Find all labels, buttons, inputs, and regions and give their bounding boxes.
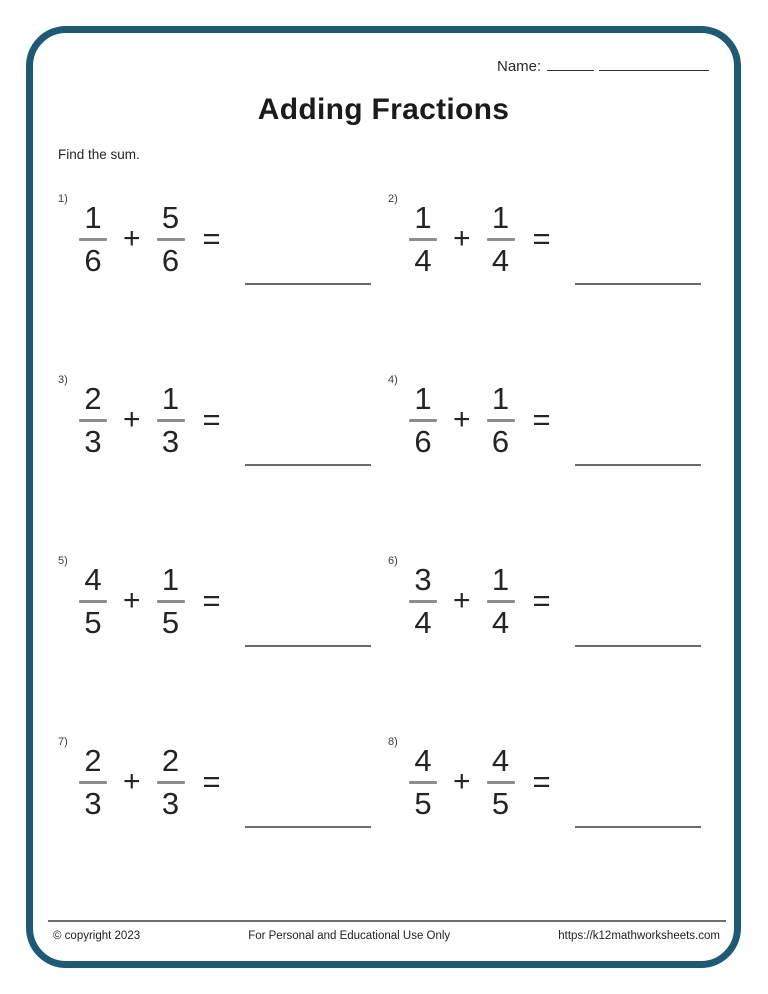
fraction-bar [487, 238, 515, 241]
denominator: 3 [84, 423, 102, 459]
fraction-second [484, 383, 518, 457]
denominator: 5 [491, 785, 510, 821]
name-blank-short[interactable] [547, 57, 594, 71]
problem-3 [56, 374, 386, 555]
answer-blank[interactable] [575, 645, 701, 647]
fraction-bar [157, 419, 185, 422]
name-row [497, 57, 709, 75]
numerator: 1 [161, 381, 180, 416]
answer-blank[interactable] [245, 645, 371, 647]
fraction-second [154, 564, 188, 638]
plus-sign: + [453, 584, 471, 618]
denominator: 3 [161, 423, 180, 459]
problem-expression [386, 555, 716, 638]
problem-number: 1) [58, 193, 68, 205]
numerator: 1 [491, 562, 510, 597]
fraction-first [76, 383, 110, 457]
problem-number: 3) [58, 374, 68, 386]
fraction-bar [157, 238, 185, 241]
footer-usage: For Personal and Educational Use Only [248, 930, 451, 942]
equals-sign: = [532, 221, 551, 257]
footer-url: https://k12mathworksheets.com [558, 930, 720, 942]
name-blank-long[interactable] [599, 57, 709, 71]
answer-blank[interactable] [575, 283, 701, 285]
numerator: 4 [84, 562, 102, 597]
fraction-second [154, 202, 188, 276]
answer-blank[interactable] [245, 283, 371, 285]
equals-sign: = [202, 221, 221, 257]
equals-sign: = [532, 402, 551, 438]
fraction-bar [409, 781, 437, 784]
problem-4 [386, 374, 716, 555]
fraction-bar [487, 781, 515, 784]
answer-blank[interactable] [245, 464, 371, 466]
page-title: Adding Fractions [257, 93, 510, 126]
denominator: 6 [161, 242, 180, 278]
fraction-bar [79, 419, 107, 422]
problem-number: 4) [388, 374, 398, 386]
numerator: 2 [84, 743, 102, 778]
fraction-second [154, 383, 188, 457]
problem-number: 8) [388, 736, 398, 748]
numerator: 1 [491, 381, 510, 416]
plus-sign: + [123, 403, 141, 437]
plus-sign: + [453, 403, 471, 437]
footer-copyright: © copyright 2023 [53, 930, 141, 942]
fraction-bar [79, 781, 107, 784]
numerator: 5 [161, 200, 180, 235]
equals-sign: = [532, 764, 551, 800]
problem-expression [56, 374, 386, 457]
fraction-first [406, 564, 440, 638]
numerator: 2 [161, 743, 180, 778]
problem-expression [56, 193, 386, 276]
problem-7 [56, 736, 386, 917]
answer-blank[interactable] [575, 826, 701, 828]
footer [53, 930, 720, 942]
numerator: 1 [161, 562, 180, 597]
numerator: 1 [491, 200, 510, 235]
plus-sign: + [453, 765, 471, 799]
problem-expression [56, 736, 386, 819]
denominator: 3 [84, 785, 102, 821]
denominator: 4 [414, 242, 432, 278]
fraction-bar [157, 781, 185, 784]
problem-number: 2) [388, 193, 398, 205]
equals-sign: = [532, 583, 551, 619]
fraction-bar [409, 238, 437, 241]
denominator: 5 [161, 604, 180, 640]
numerator: 4 [491, 743, 510, 778]
fraction-bar [79, 600, 107, 603]
plus-sign: + [123, 765, 141, 799]
problem-expression [386, 193, 716, 276]
problems-grid [56, 193, 716, 917]
problem-expression [386, 374, 716, 457]
fraction-second [154, 745, 188, 819]
footer-divider [48, 920, 726, 922]
numerator: 1 [414, 381, 432, 416]
denominator: 4 [491, 242, 510, 278]
denominator: 6 [414, 423, 432, 459]
fraction-first [406, 383, 440, 457]
problem-expression [56, 555, 386, 638]
fraction-bar [79, 238, 107, 241]
denominator: 6 [84, 242, 102, 278]
denominator: 4 [491, 604, 510, 640]
name-label: Name: [497, 58, 542, 75]
numerator: 4 [414, 743, 432, 778]
fraction-second [484, 564, 518, 638]
equals-sign: = [202, 583, 221, 619]
fraction-first [76, 564, 110, 638]
fraction-second [484, 745, 518, 819]
fraction-second [484, 202, 518, 276]
answer-blank[interactable] [245, 826, 371, 828]
denominator: 5 [414, 785, 432, 821]
plus-sign: + [123, 584, 141, 618]
worksheet-border [26, 26, 741, 968]
fraction-first [406, 745, 440, 819]
denominator: 3 [161, 785, 180, 821]
numerator: 1 [414, 200, 432, 235]
problem-number: 7) [58, 736, 68, 748]
plus-sign: + [453, 222, 471, 256]
problem-8 [386, 736, 716, 917]
fraction-first [76, 202, 110, 276]
fraction-bar [157, 600, 185, 603]
problem-5 [56, 555, 386, 736]
problem-number: 6) [388, 555, 398, 567]
equals-sign: = [202, 764, 221, 800]
problem-number: 5) [58, 555, 68, 567]
problem-6 [386, 555, 716, 736]
problem-2 [386, 193, 716, 374]
denominator: 4 [414, 604, 432, 640]
fraction-first [406, 202, 440, 276]
fraction-bar [409, 419, 437, 422]
equals-sign: = [202, 402, 221, 438]
answer-blank[interactable] [575, 464, 701, 466]
instruction-text: Find the sum. [58, 147, 140, 162]
fraction-bar [487, 600, 515, 603]
problem-expression [386, 736, 716, 819]
numerator: 1 [84, 200, 102, 235]
problem-1 [56, 193, 386, 374]
fraction-bar [487, 419, 515, 422]
plus-sign: + [123, 222, 141, 256]
denominator: 5 [84, 604, 102, 640]
fraction-first [76, 745, 110, 819]
numerator: 3 [414, 562, 432, 597]
numerator: 2 [84, 381, 102, 416]
denominator: 6 [491, 423, 510, 459]
fraction-bar [409, 600, 437, 603]
